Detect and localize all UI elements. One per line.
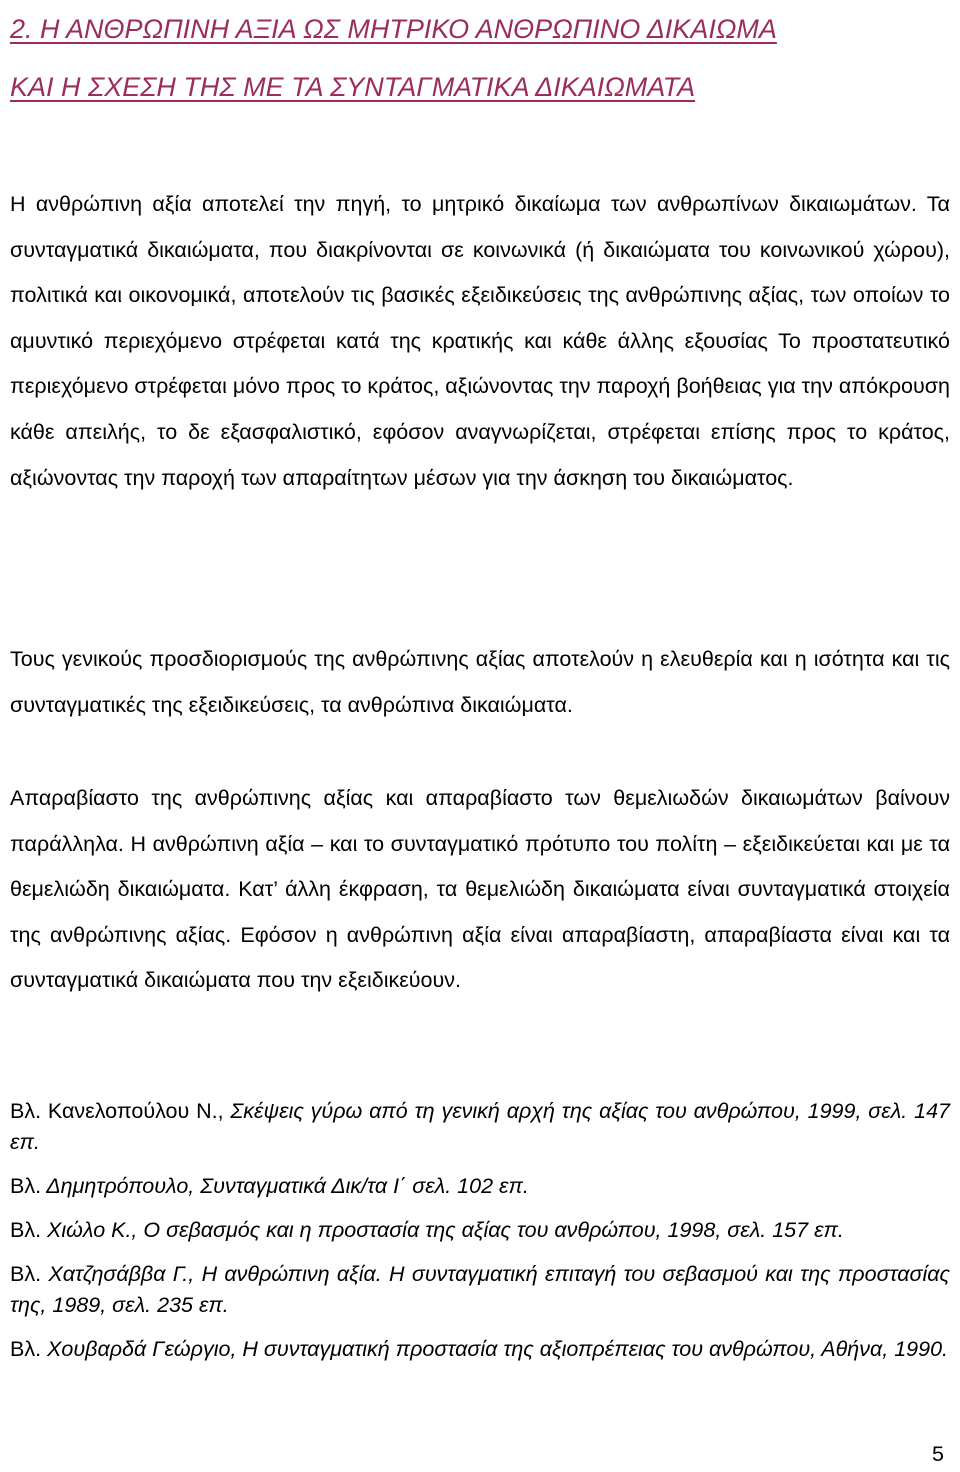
heading-line-2: ΚΑΙ Η ΣΧΕΣΗ ΤΗΣ ΜΕ ΤΑ ΣΥΝΤΑΓΜΑΤΙΚΑ ΔΙΚΑΙΩΜΑΤΑ [10, 72, 696, 102]
reference-text: Χιώλο Κ., Ο σεβασμός και η προστασία της αξίας του ανθρώπου, 1998, σελ. 157 επ. [41, 1218, 844, 1242]
references-list [10, 1096, 950, 1378]
section-heading [10, 0, 950, 116]
heading-line-1: 2. Η ΑΝΘΡΩΠΙΝΗ ΑΞΙΑ ΩΣ ΜΗΤΡΙΚΟ ΑΝΘΡΩΠΙΝΟ ΔΙΚΑΙΩΜΑ [10, 14, 777, 44]
reference-prefix: Βλ. [10, 1262, 42, 1286]
paragraph-1: Η ανθρώπινη αξία αποτελεί την πηγή, το μητρικό δικαίωμα των ανθρωπίνων δικαιωμάτων. Τα συνταγματικά δικαιώματα, που διακρίνονται σε κοινωνικά (ή δικαιώματα του κοινωνικού χώρου), πολιτικά και οικονομικά, αποτελούν τις βασικές εξειδικεύσεις της ανθρώπινης αξίας, των οποίων το αμυντικό περιεχόμενο στρέφεται κατά της κρατικής και κάθε άλλης εξουσίας Το προστατευτικό περιεχόμενο στρέφεται μόνο προς το κράτος, αξιώνοντας την παροχή βοήθειας για την απόκρουση κάθε απειλής, το δε εξασφαλιστικό, εφόσον αναγνωρίζεται, στρέφεται επίσης προς το κράτος, αξιώνοντας την παροχή των απαραίτητων μέσων για την άσκηση του δικαιώματος. [10, 192, 950, 490]
reference-item [10, 1259, 950, 1321]
reference-prefix: Βλ. Κανελοπούλου Ν., [10, 1099, 224, 1123]
reference-text: Χατζησάββα Γ., Η ανθρώπινη αξία. Η συνταγματική επιταγή του σεβασμού και της προστασίας της, 1989, σελ. 235 επ. [10, 1262, 950, 1317]
reference-item [10, 1096, 950, 1158]
reference-prefix: Βλ. [10, 1218, 42, 1242]
reference-prefix: Βλ. [10, 1174, 42, 1198]
document-page [10, 0, 950, 1472]
paragraph-2: Τους γενικούς προσδιορισμούς της ανθρώπινης αξίας αποτελούν η ελευθερία και η ισότητα και τις συνταγματικές της εξειδικεύσεις, τα ανθρώπινα δικαιώματα. [10, 647, 950, 717]
page-number: 5 [932, 1442, 944, 1466]
reference-prefix: Βλ. [10, 1337, 42, 1361]
reference-item [10, 1215, 950, 1246]
reference-text: Σκέψεις γύρω από τη γενική αρχή της αξίας του ανθρώπου, 1999, σελ. 147 επ. [10, 1099, 950, 1154]
reference-text: Χουβαρδά Γεώργιο, Η συνταγματική προστασία της αξιοπρέπειας του ανθρώπου, Αθήνα, 1990. [41, 1337, 948, 1361]
reference-text: Δημητρόπουλο, Συνταγματικά Δικ/τα Ι΄ σελ. 102 επ. [41, 1174, 529, 1198]
reference-item [10, 1334, 950, 1365]
paragraph-3: Απαραβίαστο της ανθρώπινης αξίας και απαραβίαστο των θεμελιωδών δικαιωμάτων βαίνουν παράλληλα. Η ανθρώπινη αξία – και το συνταγματικό πρότυπο του πολίτη – εξειδικεύεται και με τα θεμελιώδη δικαιώματα. Κατ’ άλλη έκφραση, τα θεμελιώδη δικαιώματα είναι συνταγματικά στοιχεία της ανθρώπινης αξίας. Εφόσον η ανθρώπινη αξία είναι απαραβίαστη, απαραβίαστα είναι και τα συνταγματικά δικαιώματα που την εξειδικεύουν. [10, 786, 950, 993]
reference-item [10, 1171, 950, 1202]
